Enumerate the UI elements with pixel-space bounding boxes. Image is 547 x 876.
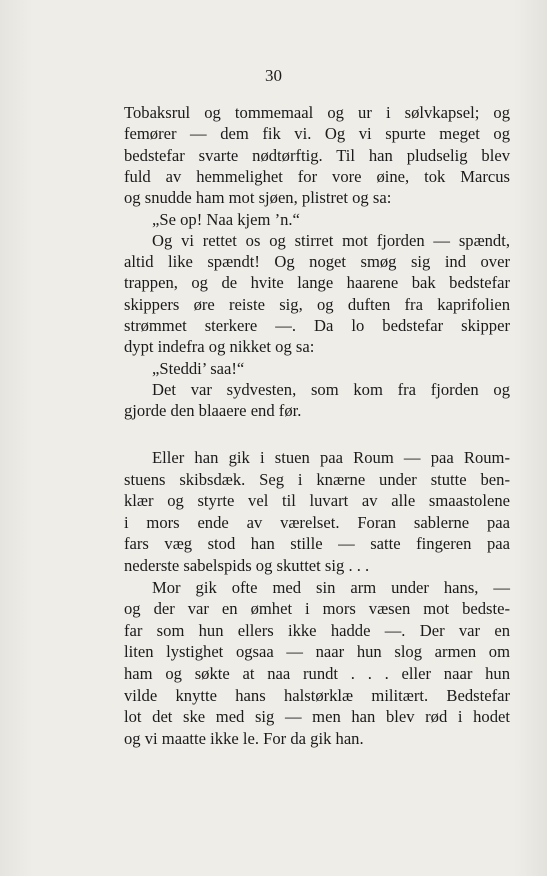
text-line: Tobaksrul og tommemaal og ur i sølvkapsel; og [124, 103, 510, 122]
text-line: strømmet sterkere —. Da lo bedstefar skipper [124, 316, 510, 335]
text-line: Eller han gik i stuen paa Roum — paa Roum- [152, 448, 510, 467]
text-line: altid like spændt! Og noget smøg sig ind over [124, 252, 510, 272]
text-line: skippers øre reiste sig, og duften fra kaprifolien [124, 294, 510, 314]
text-line: trappen, og de hvite lange haarene bak bedstefar [124, 273, 510, 293]
text-line: nederste sabelspids og skuttet sig . . . [124, 556, 370, 575]
text-line: Mor gik ofte med sin arm under hans, — [152, 577, 510, 597]
text-line: klær og styrte vel til luvart av alle smaastolene [124, 491, 510, 511]
text-line: „Steddi’ saa!“ [152, 358, 245, 378]
page-number: 30 [265, 66, 282, 85]
text-line: vilde knytte hans halstørklæ militært. Bedstefar [124, 685, 510, 705]
text-line: fars væg stod han stille — satte fingeren paa [124, 534, 510, 554]
text-line: liten lystighet ogsaa — naar hun slog armen om [124, 642, 510, 662]
text-line: ham og søkte at naa rundt . . . eller naar hun [124, 664, 510, 683]
text-line: Og vi rettet os og stirret mot fjorden — spændt, [152, 230, 510, 250]
text-line: dypt indefra og nikket og sa: [124, 337, 315, 357]
text-line: „Se op! Naa kjem ’n.“ [152, 209, 300, 229]
text-line: Det var sydvesten, som kom fra fjorden og [152, 379, 510, 399]
text-line: og der var en ømhet i mors væsen mot bedste- [124, 599, 510, 619]
text-line: far som hun ellers ikke hadde —. Der var en [124, 620, 510, 640]
text-line: og snudde ham mot sjøen, plistret og sa: [124, 188, 392, 208]
text-line: i mors ende av værelset. Foran sablerne paa [124, 512, 510, 532]
text-line: fuld av hemmelighet for vore øine, tok Marcus [124, 166, 510, 186]
text-line: bedstefar svarte nødtørftig. Til han pludselig blev [124, 145, 510, 165]
text-line: gjorde den blaaere end før. [124, 401, 302, 421]
text-line: lot det ske med sig — men han blev rød i hodet [124, 707, 510, 727]
text-line: og vi maatte ikke le. For da gik han. [124, 728, 364, 748]
text-line: femører — dem fik vi. Og vi spurte meget og [124, 124, 510, 144]
text-line: stuens skibsdæk. Seg i knærne under stutte ben- [124, 469, 510, 489]
